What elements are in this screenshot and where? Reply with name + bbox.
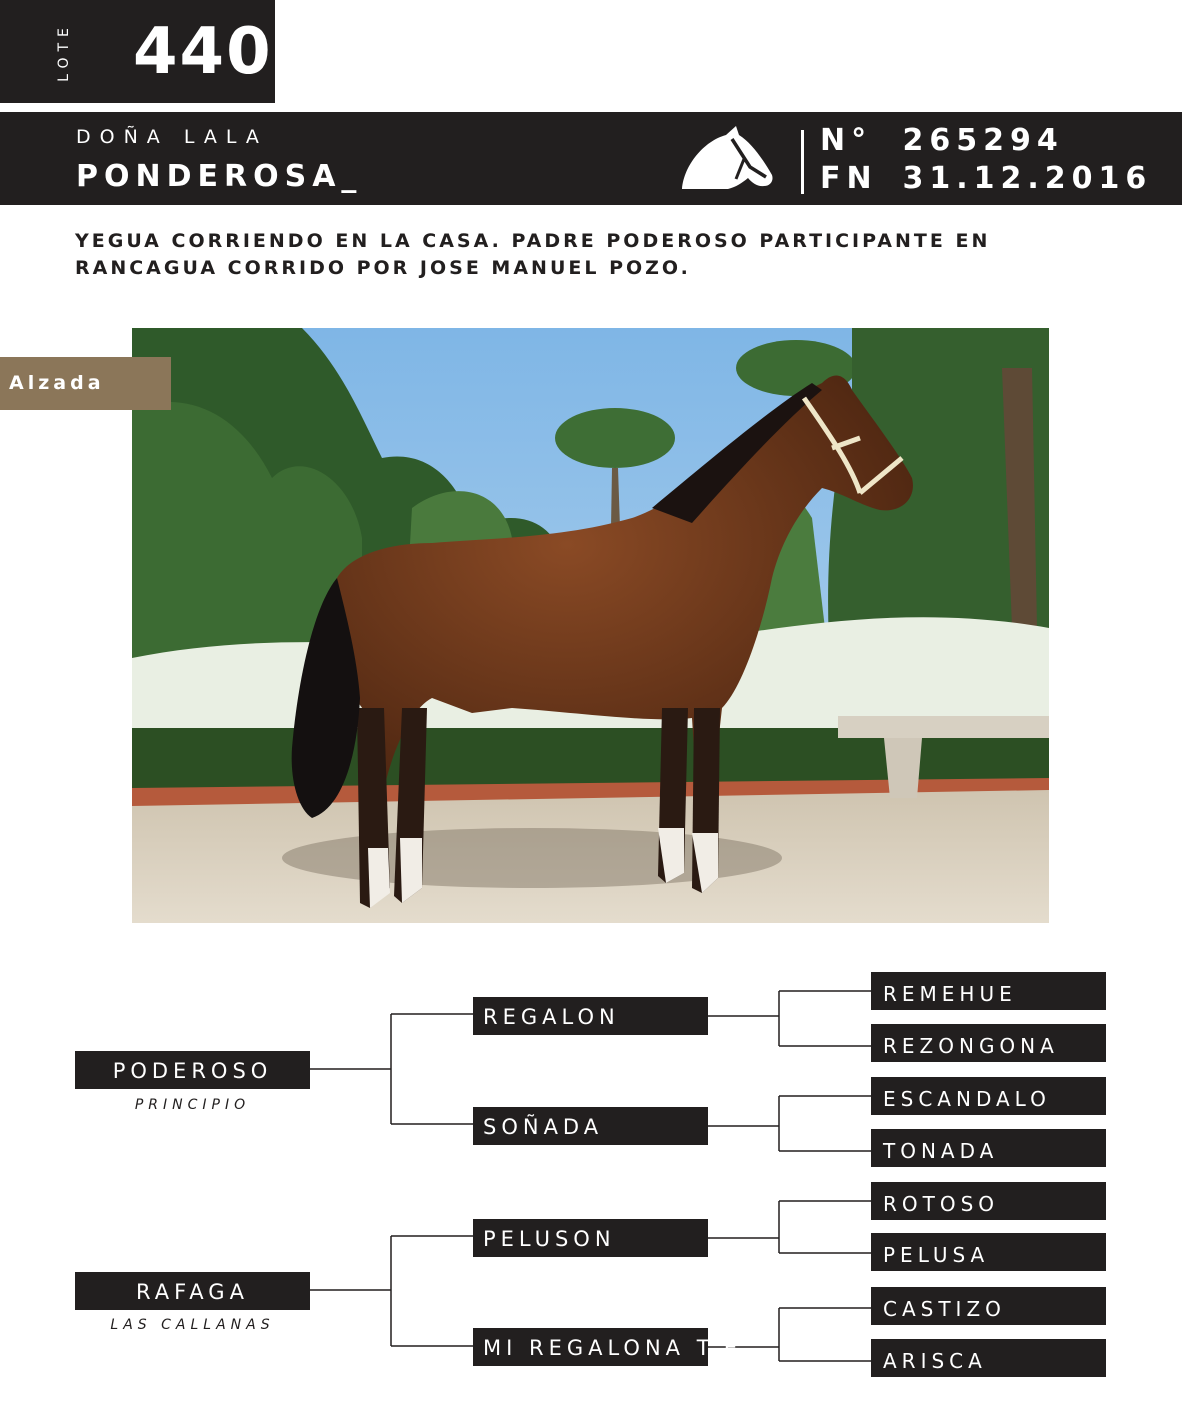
great-grandparent-box: PELUSA	[871, 1233, 1106, 1271]
lot-label: LOTE	[56, 22, 72, 82]
registry-block	[820, 122, 1152, 198]
registry-row	[820, 122, 1152, 160]
birth-label: FN	[820, 161, 878, 196]
birth-row	[820, 160, 1152, 198]
great-grandparent-box: TONADA	[871, 1129, 1106, 1167]
grandparent-box: PELUSON	[473, 1219, 708, 1257]
great-grandparent-box: ROTOSO	[871, 1182, 1106, 1220]
great-grandparent-box: ARISCA	[871, 1339, 1106, 1377]
horse-head-icon	[678, 123, 774, 195]
grandparent-box: REGALON	[473, 997, 708, 1035]
birth-date: 31.12.2016	[902, 161, 1153, 196]
great-grandparent-box: REZONGONA	[871, 1024, 1106, 1062]
registry-label: N°	[820, 123, 873, 158]
dam-box: RAFAGA	[75, 1272, 310, 1310]
great-grandparent-box: CASTIZO	[871, 1287, 1106, 1325]
description: YEGUA CORRIENDO EN LA CASA. PADRE PODEROSO PARTICIPANTE EN RANCAGUA CORRIDO POR JOSE MANUEL POZO.	[75, 230, 991, 279]
horse-name: PONDEROSA_	[76, 159, 363, 194]
owner-name: DOÑA LALA	[76, 126, 268, 148]
lot-number: 440	[133, 15, 273, 89]
grandparent-box: MI REGALONA T.E	[473, 1328, 708, 1366]
grandparent-box: SOÑADA	[473, 1107, 708, 1145]
dam-breeder: LAS CALLANAS	[110, 1317, 275, 1333]
lot-box	[0, 0, 275, 103]
sire-box: PODEROSO	[75, 1051, 310, 1089]
great-grandparent-box: REMEHUE	[871, 972, 1106, 1010]
sire-breeder: PRINCIPIO	[134, 1097, 251, 1113]
horse-photo	[132, 328, 1049, 923]
header-divider	[801, 130, 804, 194]
height-tag: Alzada 1,35	[0, 357, 171, 410]
great-grandparent-box: ESCANDALO	[871, 1077, 1106, 1115]
registry-number: 265294	[902, 123, 1064, 158]
